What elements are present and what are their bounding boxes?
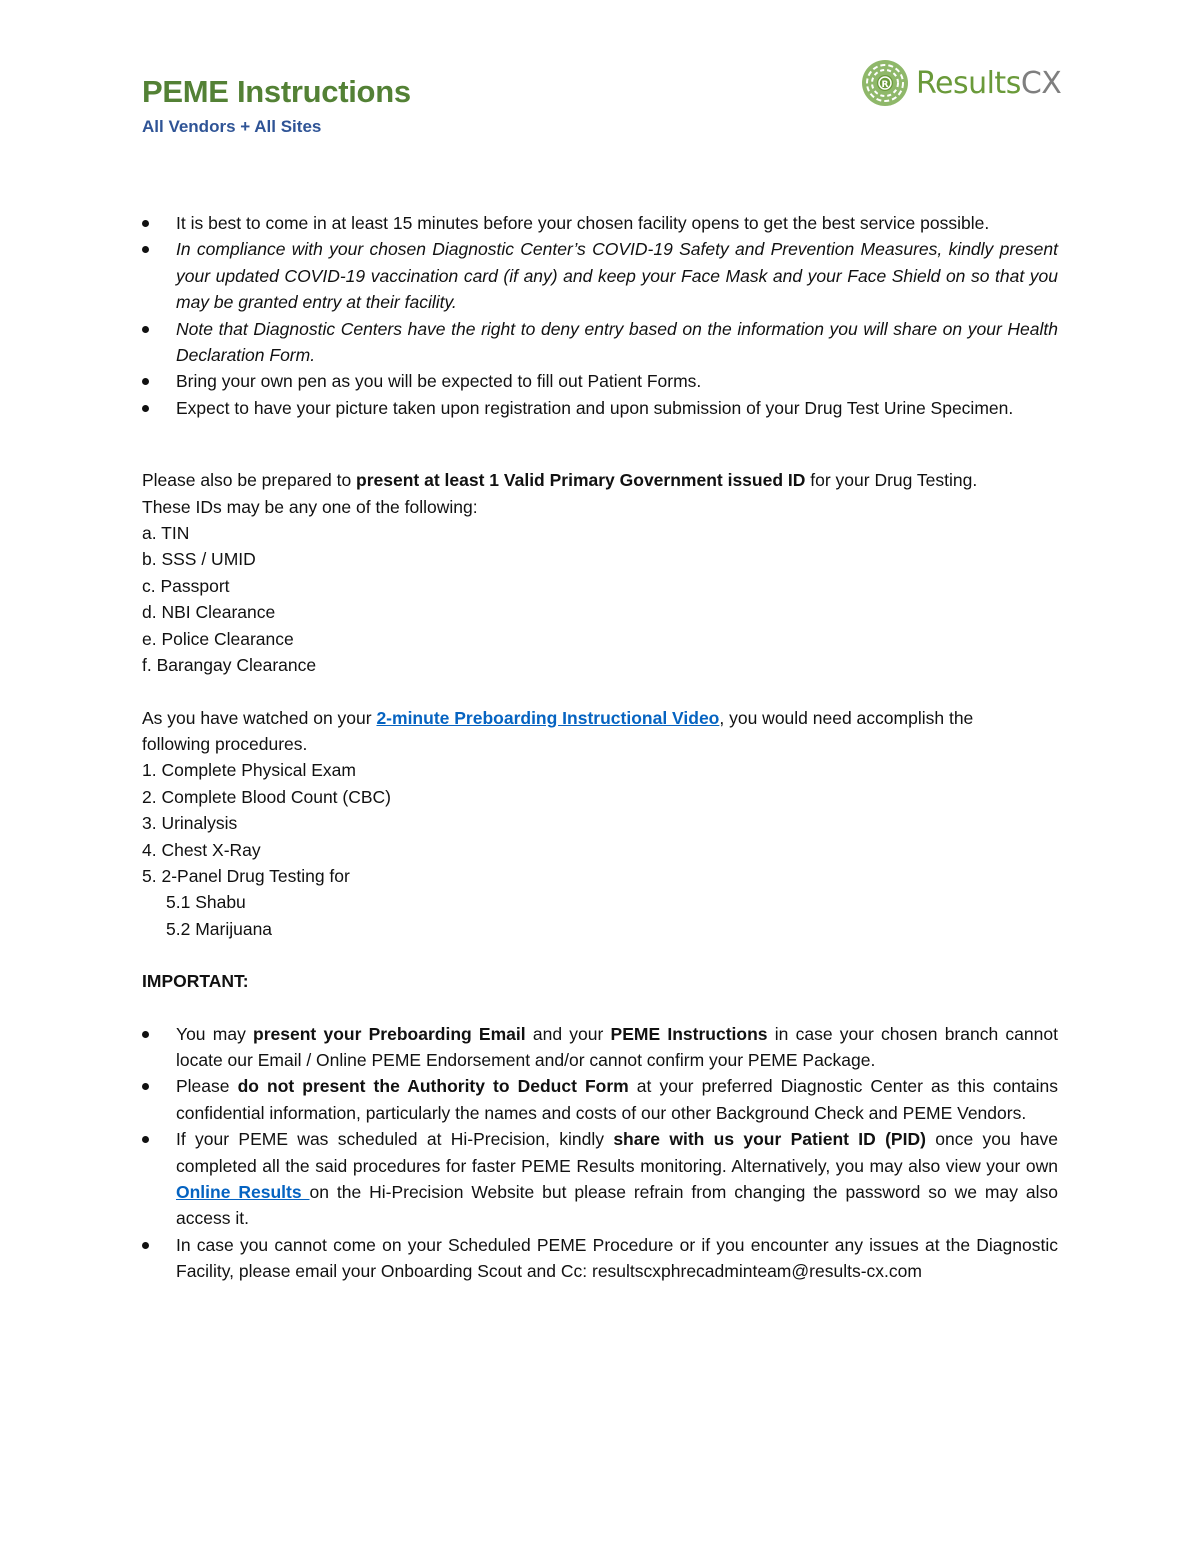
spacer (142, 679, 1058, 705)
ids-line2: These IDs may be any one of the following: (142, 496, 478, 517)
spacer (142, 447, 1058, 467)
bullet-bold: PEME Instructions (610, 1023, 768, 1044)
intro-bullet (142, 368, 1058, 394)
bullet-text: You may (176, 1023, 254, 1044)
id-item: e. Police Clearance (142, 628, 294, 649)
important-bullet-list (142, 1021, 1058, 1285)
spacer (142, 995, 1058, 1021)
svg-text:R: R (881, 80, 889, 90)
bullet-icon (142, 1242, 149, 1249)
ids-lead-text: Please also be prepared to (142, 470, 357, 491)
bullet-text: Bring your own pen as you will be expected to fill out Patient Forms. (176, 371, 702, 392)
intro-bullet (142, 210, 1058, 236)
procedure-item: 4. Chest X-Ray (142, 839, 261, 860)
preboarding-video-link[interactable]: 2-minute Preboarding Instructional Video (376, 707, 720, 728)
logo-wordmark (916, 66, 1061, 101)
bullet-icon (142, 1031, 149, 1038)
ids-lead (142, 467, 1058, 493)
bullet-text: in case your chosen branch cannot locate our Email / Online PEME Endorsement and/or cannot confirm your PEME Package. (176, 1023, 1058, 1070)
bullet-icon (142, 246, 149, 253)
procedure-subitem: 5.2 Marijuana (166, 918, 273, 939)
bullet-text: Expect to have your picture taken upon registration and upon submission of your Drug Test Urine Specimen. (176, 397, 1014, 418)
procedures-section (142, 705, 1058, 943)
important-section (142, 968, 1058, 1284)
ids-lead-bold: present at least 1 Valid Primary Government issued ID (356, 470, 806, 491)
bullet-icon (142, 378, 149, 385)
bullet-text: and your (525, 1023, 611, 1044)
bullet-bold: present your Preboarding Email (253, 1023, 526, 1044)
ids-lead-end: for your Drug Testing. (805, 470, 978, 491)
logo-text-main: Results (916, 65, 1021, 101)
bullet-bold: do not present the Authority to Deduct Form (237, 1076, 629, 1097)
bullet-text: Note that Diagnostic Centers have the right to deny entry based on the information you will share on your Health Declaration Form. (176, 318, 1058, 366)
id-item: a. TIN (142, 523, 190, 544)
online-results-link[interactable]: Online Results (176, 1182, 310, 1202)
bullet-bold: share with us your Patient ID (PID) (613, 1129, 926, 1150)
bullet-icon (142, 1136, 149, 1143)
procedures-lead-end: , you would need accomplish the (719, 707, 974, 728)
bullet-text: on the Hi-Precision Website but please refrain from changing the password so we may also access it. (176, 1182, 1058, 1229)
id-item: c. Passport (142, 575, 230, 596)
id-item: f. Barangay Clearance (142, 655, 317, 676)
intro-bullet (142, 236, 1058, 315)
procedure-item: 1. Complete Physical Exam (142, 760, 356, 781)
procedure-subitem: 5.1 Shabu (166, 892, 246, 913)
fingerprint-logo-icon (860, 58, 910, 108)
bullet-text: Please (176, 1076, 238, 1097)
bullet-icon (142, 405, 149, 412)
important-bullet (142, 1073, 1058, 1126)
bullet-text: In case you cannot come on your Scheduled PEME Procedure or if you encounter any issues at the Diagnostic Facility, please email your Onboarding Scout and Cc: resultscxphrecadminteam@results-cx.com (176, 1234, 1058, 1282)
page-subtitle: All Vendors + All Sites (142, 117, 322, 136)
intro-bullet (142, 316, 1058, 369)
intro-bullet-list (142, 210, 1058, 421)
page-title: PEME Instructions (142, 74, 411, 109)
spacer (142, 942, 1058, 968)
important-bullet (142, 1021, 1058, 1074)
procedures-lead-text: As you have watched on your (142, 707, 377, 728)
bullet-text: once you have completed all the said procedures for faster PEME Results monitoring. Alternatively, you may also view your own (176, 1129, 1058, 1176)
important-bullet (142, 1232, 1058, 1285)
ids-section (142, 467, 1058, 678)
important-heading-text: IMPORTANT: (142, 971, 249, 992)
procedures-line2: following procedures. (142, 733, 308, 754)
bullet-text: If your PEME was scheduled at Hi-Precision, kindly (176, 1129, 614, 1150)
bullet-icon (142, 1083, 149, 1090)
bullet-text: at your preferred Diagnostic Center as this contains confidential information, particularly the names and costs of our other Background Check and PEME Vendors. (176, 1076, 1058, 1123)
id-item: b. SSS / UMID (142, 549, 256, 570)
bullet-icon (142, 326, 149, 333)
bullet-text: In compliance with your chosen Diagnostic Center’s COVID-19 Safety and Prevention Measures, kindly present your updated COVID-19 vaccination card (if any) and keep your Face Mask and your Face Shield on so that you may be granted entry at their facility. (176, 239, 1058, 313)
procedure-item: 2. Complete Blood Count (CBC) (142, 786, 391, 807)
logo-text-suffix: CX (1020, 65, 1062, 101)
spacer (142, 421, 1058, 447)
bullet-text: It is best to come in at least 15 minutes before your chosen facility opens to get the best service possible. (176, 213, 990, 233)
intro-bullet (142, 395, 1058, 421)
resultscx-logo (860, 55, 1060, 111)
procedure-item: 3. Urinalysis (142, 813, 238, 834)
important-bullet (142, 1126, 1058, 1232)
bullet-icon (142, 220, 149, 227)
id-item: d. NBI Clearance (142, 602, 276, 623)
procedure-item: 5. 2-Panel Drug Testing for (142, 865, 350, 886)
procedures-lead (142, 705, 1058, 731)
document-body (142, 210, 1058, 1285)
important-heading (142, 968, 1058, 994)
